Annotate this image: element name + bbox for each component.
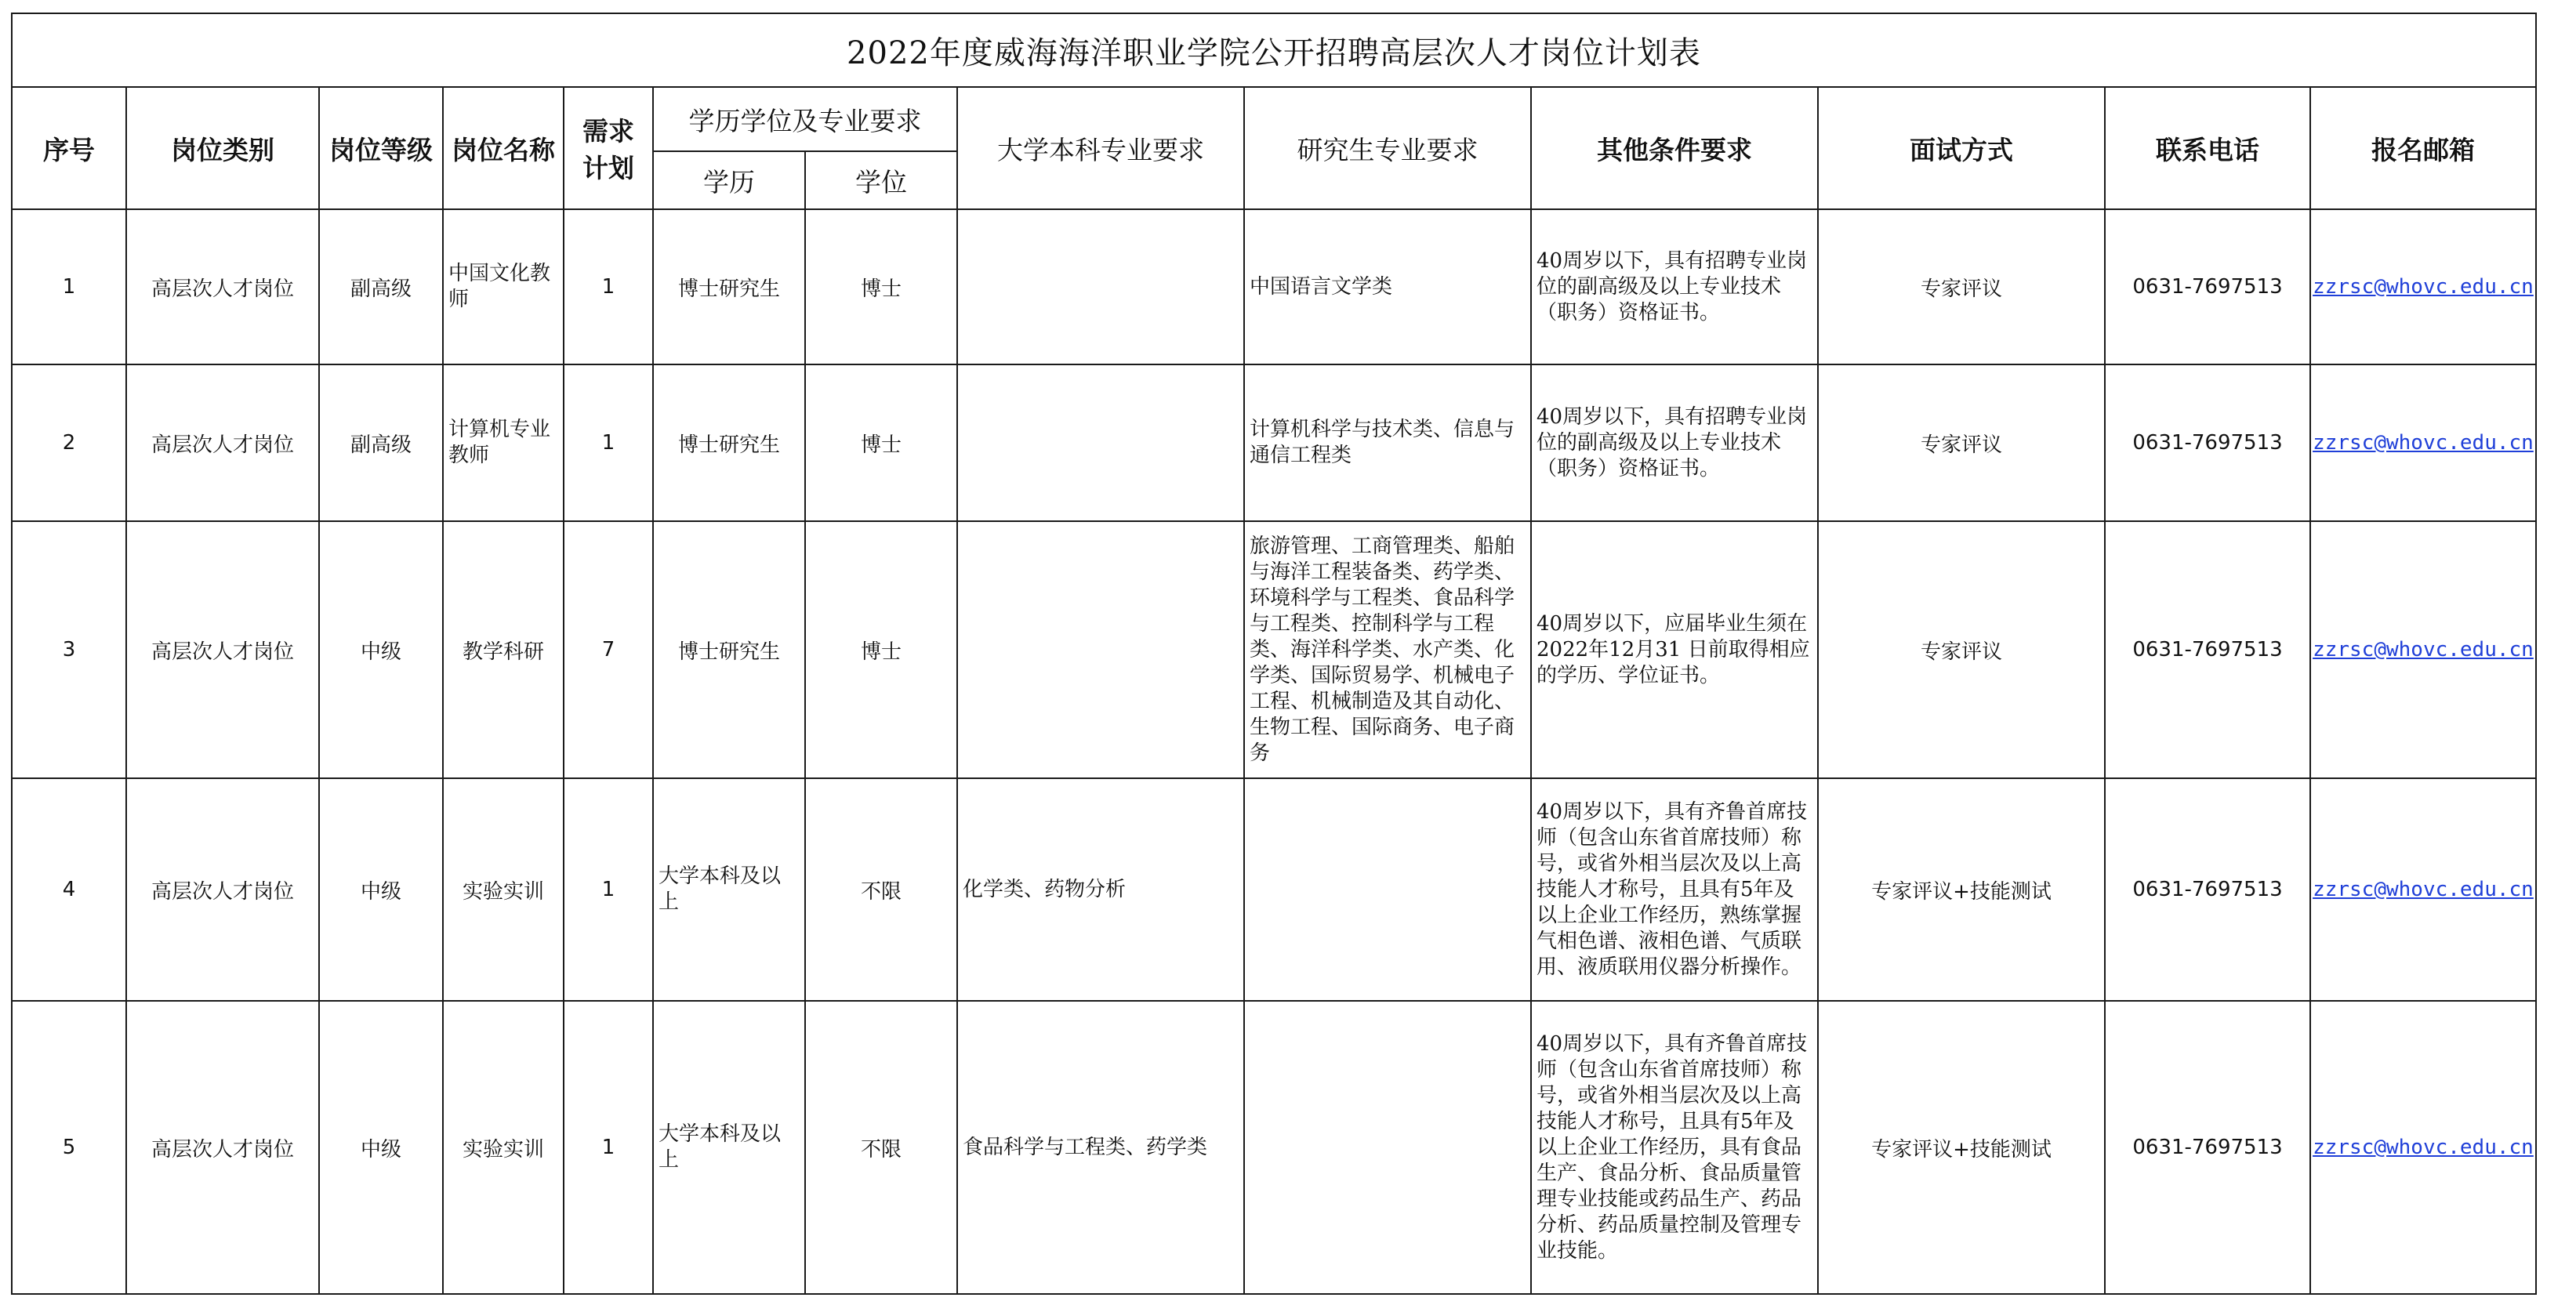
recruitment-plan-table — [11, 13, 2537, 1295]
header-demand: 需求计划 — [564, 87, 653, 209]
header-education: 学历 — [653, 151, 805, 209]
email-link[interactable]: zzrsc@whovc.edu.cn — [2313, 1136, 2534, 1159]
cell-education: 博士研究生 — [653, 521, 805, 778]
cell-grad-major: 计算机科学与技术类、信息与通信工程类 — [1244, 364, 1531, 521]
cell-name: 中国文化教师 — [443, 209, 564, 364]
table-title: 2022年度威海海洋职业学院公开招聘高层次人才岗位计划表 — [12, 13, 2536, 87]
cell-category: 高层次人才岗位 — [126, 1001, 319, 1294]
cell-name: 实验实训 — [443, 778, 564, 1001]
cell-level: 中级 — [319, 1001, 443, 1294]
cell-category: 高层次人才岗位 — [126, 364, 319, 521]
header-other: 其他条件要求 — [1531, 87, 1818, 209]
cell-other: 40周岁以下，具有齐鲁首席技师（包含山东省首席技师）称号，或省外相当层次及以上高技能人才称号，且具有5年及以上企业工作经历，具有食品生产、食品分析、食品质量管理专业技能或药品生产、药品分析、药品质量控制及管理专业技能。 — [1531, 1001, 1818, 1294]
cell-grad-major: 旅游管理、工商管理类、船舶与海洋工程装备类、药学类、环境科学与工程类、食品科学与工程类、控制科学与工程类、海洋科学类、水产类、化学类、国际贸易学、机械电子工程、机械制造及其自动化、生物工程、国际商务、电子商务 — [1244, 521, 1531, 778]
cell-degree: 博士 — [805, 209, 957, 364]
cell-demand: 1 — [564, 209, 653, 364]
email-link[interactable]: zzrsc@whovc.edu.cn — [2313, 275, 2534, 299]
cell-education: 博士研究生 — [653, 364, 805, 521]
cell-demand: 7 — [564, 521, 653, 778]
header-category: 岗位类别 — [126, 87, 319, 209]
cell-email — [2310, 209, 2536, 364]
header-name: 岗位名称 — [443, 87, 564, 209]
cell-undergrad-major — [957, 364, 1244, 521]
cell-grad-major — [1244, 778, 1531, 1001]
cell-degree: 博士 — [805, 364, 957, 521]
cell-level: 中级 — [319, 778, 443, 1001]
cell-phone: 0631-7697513 — [2105, 1001, 2310, 1294]
cell-phone: 0631-7697513 — [2105, 778, 2310, 1001]
cell-undergrad-major — [957, 521, 1244, 778]
recruitment-plan-sheet — [11, 13, 2537, 1295]
header-degree: 学位 — [805, 151, 957, 209]
cell-other: 40周岁以下，具有招聘专业岗位的副高级及以上专业技术（职务）资格证书。 — [1531, 364, 1818, 521]
cell-email — [2310, 364, 2536, 521]
cell-education: 大学本科及以上 — [653, 1001, 805, 1294]
cell-interview: 专家评议+技能测试 — [1818, 1001, 2105, 1294]
cell-degree: 博士 — [805, 521, 957, 778]
table-row — [12, 1001, 2536, 1294]
header-edu-group: 学历学位及专业要求 — [653, 87, 957, 151]
cell-name: 教学科研 — [443, 521, 564, 778]
cell-level: 副高级 — [319, 209, 443, 364]
header-seq: 序号 — [12, 87, 126, 209]
email-link[interactable]: zzrsc@whovc.edu.cn — [2313, 431, 2534, 455]
cell-email — [2310, 778, 2536, 1001]
cell-email — [2310, 521, 2536, 778]
cell-undergrad-major: 食品科学与工程类、药学类 — [957, 1001, 1244, 1294]
cell-category: 高层次人才岗位 — [126, 209, 319, 364]
cell-seq: 1 — [12, 209, 126, 364]
cell-interview: 专家评议 — [1818, 364, 2105, 521]
cell-category: 高层次人才岗位 — [126, 521, 319, 778]
cell-interview: 专家评议 — [1818, 521, 2105, 778]
header-undergrad-major: 大学本科专业要求 — [957, 87, 1244, 209]
cell-seq: 2 — [12, 364, 126, 521]
cell-undergrad-major: 化学类、药物分析 — [957, 778, 1244, 1001]
header-phone: 联系电话 — [2105, 87, 2310, 209]
cell-other: 40周岁以下，具有招聘专业岗位的副高级及以上专业技术（职务）资格证书。 — [1531, 209, 1818, 364]
cell-level: 中级 — [319, 521, 443, 778]
cell-degree: 不限 — [805, 1001, 957, 1294]
cell-category: 高层次人才岗位 — [126, 778, 319, 1001]
cell-seq: 4 — [12, 778, 126, 1001]
cell-education: 博士研究生 — [653, 209, 805, 364]
email-link[interactable]: zzrsc@whovc.edu.cn — [2313, 878, 2534, 901]
cell-interview: 专家评议 — [1818, 209, 2105, 364]
cell-degree: 不限 — [805, 778, 957, 1001]
cell-level: 副高级 — [319, 364, 443, 521]
cell-phone: 0631-7697513 — [2105, 521, 2310, 778]
cell-other: 40周岁以下，具有齐鲁首席技师（包含山东省首席技师）称号，或省外相当层次及以上高技能人才称号，且具有5年及以上企业工作经历，熟练掌握气相色谱、液相色谱、气质联用、液质联用仪器分析操作。 — [1531, 778, 1818, 1001]
cell-demand: 1 — [564, 1001, 653, 1294]
cell-seq: 5 — [12, 1001, 126, 1294]
table-row — [12, 364, 2536, 521]
cell-phone: 0631-7697513 — [2105, 364, 2310, 521]
table-row — [12, 209, 2536, 364]
cell-demand: 1 — [564, 778, 653, 1001]
cell-other: 40周岁以下，应届毕业生须在2022年12月31 日前取得相应的学历、学位证书。 — [1531, 521, 1818, 778]
cell-grad-major: 中国语言文学类 — [1244, 209, 1531, 364]
cell-grad-major — [1244, 1001, 1531, 1294]
cell-name: 实验实训 — [443, 1001, 564, 1294]
cell-seq: 3 — [12, 521, 126, 778]
header-grad-major: 研究生专业要求 — [1244, 87, 1531, 209]
cell-demand: 1 — [564, 364, 653, 521]
cell-email — [2310, 1001, 2536, 1294]
cell-phone: 0631-7697513 — [2105, 209, 2310, 364]
table-row — [12, 521, 2536, 778]
cell-undergrad-major — [957, 209, 1244, 364]
cell-name: 计算机专业教师 — [443, 364, 564, 521]
cell-education: 大学本科及以上 — [653, 778, 805, 1001]
header-email: 报名邮箱 — [2310, 87, 2536, 209]
header-level: 岗位等级 — [319, 87, 443, 209]
email-link[interactable]: zzrsc@whovc.edu.cn — [2313, 638, 2534, 661]
table-row — [12, 778, 2536, 1001]
header-interview: 面试方式 — [1818, 87, 2105, 209]
cell-interview: 专家评议+技能测试 — [1818, 778, 2105, 1001]
